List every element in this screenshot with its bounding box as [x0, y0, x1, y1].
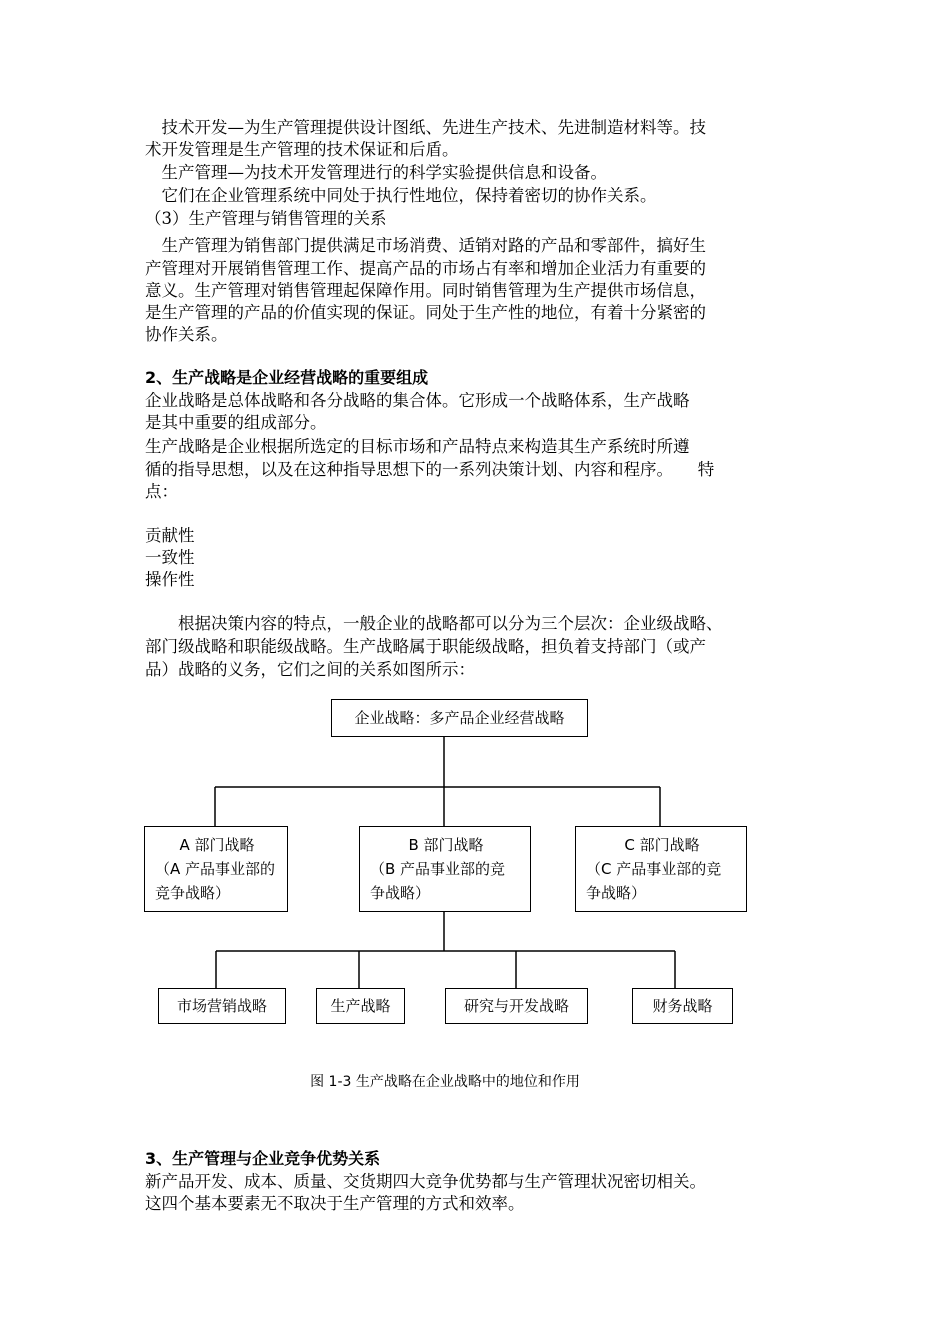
paragraph-line: 意义。生产管理对销售管理起保障作用。同时销售管理为生产提供市场信息， [145, 281, 706, 300]
corporate-strategy-label: 企业战略：多产品企业经营战略 [354, 709, 565, 727]
marketing-strategy-box [158, 988, 286, 1024]
dept-a-strategy-box [144, 826, 288, 912]
paragraph-line: 循的指导思想，以及在这种指导思想下的一系列决策计划、内容和程序。 特 [145, 460, 715, 479]
dept-c-strategy-box [575, 826, 747, 912]
feature-item: 贡献性 [145, 526, 195, 545]
dept-c-line2: （C 产品事业部的竞 [586, 860, 722, 878]
corporate-strategy-box [331, 699, 588, 737]
paragraph-line: 协作关系。 [145, 325, 228, 344]
dept-b-title: B 部门战略 [408, 836, 484, 854]
paragraph-line: 生产战略是企业根据所选定的目标市场和产品特点来构造其生产系统时所遵 [145, 437, 690, 456]
paragraph-line: 生产管理—为技术开发管理进行的科学实验提供信息和设备。 [145, 163, 607, 182]
subsection-title: （3）生产管理与销售管理的关系 [145, 209, 387, 228]
rnd-strategy-box [445, 988, 588, 1024]
dept-a-line3: 竞争战略） [155, 884, 231, 902]
paragraph-line: 根据决策内容的特点，一般企业的战略都可以分为三个层次：企业级战略、 [145, 614, 723, 633]
paragraph-line: 品）战略的义务，它们之间的关系如图所示： [145, 660, 475, 679]
dept-b-strategy-box [359, 826, 531, 912]
dept-c-title: C 部门战略 [624, 836, 700, 854]
section-heading: 2、生产战略是企业经营战略的重要组成 [145, 368, 429, 387]
dept-c-line3: 争战略） [586, 884, 647, 902]
production-strategy-box [316, 988, 405, 1024]
paragraph-line: 这四个基本要素无不取决于生产管理的方式和效率。 [145, 1194, 525, 1213]
paragraph-line: 它们在企业管理系统中同处于执行性地位，保持着密切的协作关系。 [145, 186, 657, 205]
dept-a-line2: （A 产品事业部的 [155, 860, 276, 878]
dept-b-line2: （B 产品事业部的竞 [370, 860, 506, 878]
paragraph-line: 点： [145, 482, 178, 501]
paragraph-line: 产管理对开展销售管理工作、提高产品的市场占有率和增加企业活力有重要的 [145, 259, 706, 278]
feature-item: 操作性 [145, 570, 195, 589]
paragraph-line: 生产管理为销售部门提供满足市场消费、适销对路的产品和零部件，搞好生 [145, 236, 706, 255]
paragraph-line: 部门级战略和职能级战略。生产战略属于职能级战略，担负着支持部门（或产 [145, 637, 706, 656]
paragraph-line: 技术开发—为生产管理提供设计图纸、先进生产技术、先进制造材料等。技 [145, 118, 706, 137]
figure-caption: 图 1-3 生产战略在企业战略中的地位和作用 [310, 1074, 580, 1090]
marketing-strategy-label: 市场营销战略 [176, 997, 267, 1015]
paragraph-line: 企业战略是总体战略和各分战略的集合体。它形成一个战略体系，生产战略 [145, 391, 690, 410]
dept-b-line3: 争战略） [370, 884, 431, 902]
paragraph-line: 是生产管理的产品的价值实现的保证。同处于生产性的地位，有着十分紧密的 [145, 303, 706, 322]
rnd-strategy-label: 研究与开发战略 [463, 997, 569, 1015]
paragraph-line: 术开发管理是生产管理的技术保证和后盾。 [145, 140, 459, 159]
finance-strategy-label: 财务战略 [652, 997, 713, 1015]
production-strategy-label: 生产战略 [330, 997, 391, 1015]
section-heading: 3、生产管理与企业竞争优势关系 [145, 1149, 381, 1168]
finance-strategy-box [632, 988, 733, 1024]
paragraph-line: 新产品开发、成本、质量、交货期四大竞争优势都与生产管理状况密切相关。 [145, 1172, 706, 1191]
dept-a-title: A 部门战略 [179, 836, 255, 854]
feature-item: 一致性 [145, 548, 195, 567]
paragraph-line: 是其中重要的组成部分。 [145, 413, 327, 432]
